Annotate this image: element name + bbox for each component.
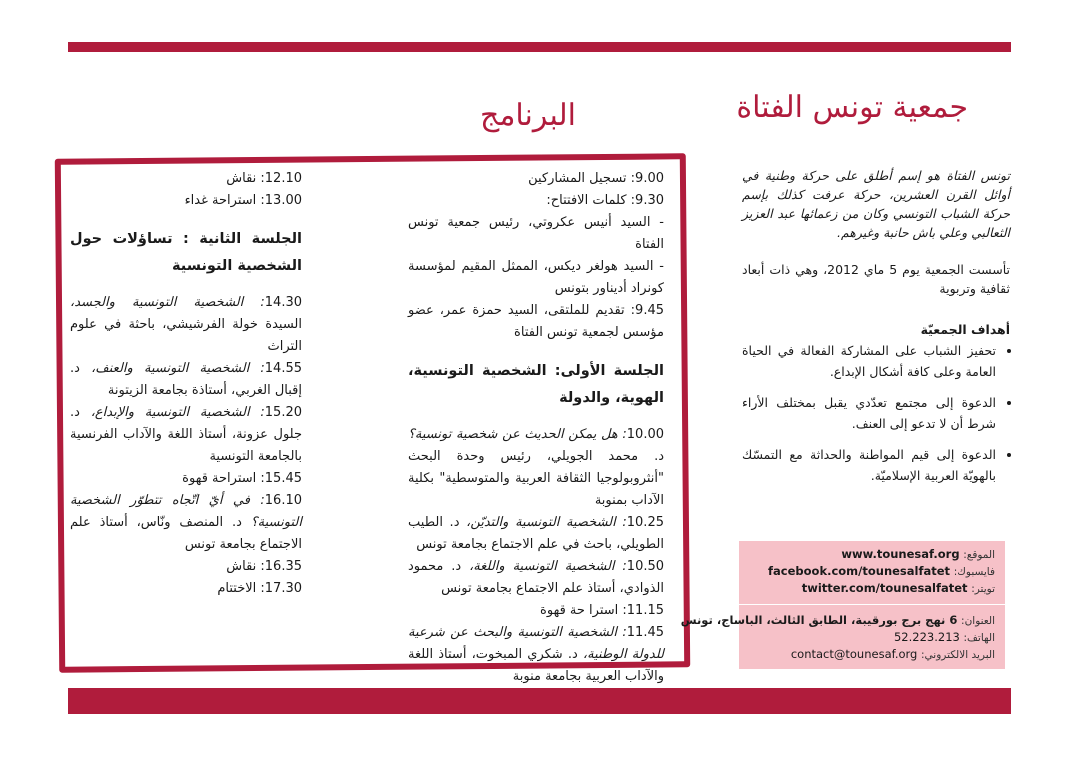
program-item: 17.30: الاختتام bbox=[217, 581, 302, 596]
session-2-heading: الجلسة الثانية : تساؤلات حول الشخصية التونسية bbox=[70, 231, 302, 274]
twitter-link[interactable]: twitter.com/tounesalfatet bbox=[801, 581, 968, 595]
email-link[interactable]: contact@tounesaf.org bbox=[790, 647, 918, 661]
contact-divider bbox=[739, 604, 1005, 605]
program-item: 13.00: استراحة غداء bbox=[184, 193, 302, 208]
program-item: 11.45: الشخصية التونسية والبحث عن شرعية للدولة الوطنية، د. شكري المبخوت، أستاذ اللغة والآداب العربية بجامعة منوبة bbox=[408, 625, 664, 684]
founded-text: تأسست الجمعية يوم 5 ماي 2012، وهي ذات أبعاد ثقافية وتربوية bbox=[742, 262, 1010, 296]
program-item: 14.55: الشخصية التونسية والعنف، د. إقبال الغربي، أستاذة بجامعة الزيتونة bbox=[70, 361, 302, 398]
program-item: 15.45: استراحة قهوة bbox=[182, 471, 302, 486]
speaker-line: - السيد أنيس عكروتي، رئيس جمعية تونس الفتاة bbox=[408, 215, 664, 252]
program-item: 9.00: تسجيل المشاركين bbox=[528, 171, 664, 186]
bottom-bar bbox=[68, 688, 1011, 714]
contact-facebook-row: فايسبوك: facebook.com/tounesalfatet bbox=[768, 564, 995, 578]
site-link[interactable]: www.tounesaf.org bbox=[841, 547, 960, 561]
program-item: 10.25: الشخصية التونسية والتديّن، د. الطيب الطويلي، باحث في علم الاجتماع بجامعة تونس bbox=[408, 515, 664, 552]
program-item: 10.00: هل يمكن الحديث عن شخصية تونسية؟ د. محمد الجويلي، رئيس وحدة البحث "أنثروبولوجيا الثقافة العربية والمتوسطية" بكلية الآداب بمنوبة bbox=[408, 427, 664, 508]
top-bar bbox=[68, 42, 1011, 52]
contact-site-row: الموقع: www.tounesaf.org bbox=[841, 547, 995, 561]
program-item: 14.30: الشخصية التونسية والجسد، السيدة خولة الفرشيشي، باحثة في علوم التراث bbox=[70, 295, 302, 354]
speaker-line: - السيد هولغر ديكس، الممثل المقيم لمؤسسة كونراد أديناور بتونس bbox=[408, 259, 664, 296]
contact-email-row: البريد الالكتروني: contact@tounesaf.org bbox=[790, 647, 995, 661]
contact-address-row: العنوان: 6 نهج برج بورقيبة، الطابق الثالث، الباساج، تونس bbox=[680, 613, 995, 627]
goals-list bbox=[742, 340, 1010, 486]
intro-text: تونس الفتاة هو إسم أطلق على حركة وطنية في أوائل القرن العشرين، حركة عرفت كذلك بإسم حركة الشباب التونسي وكان من زعمائها عبد العزيز الثعالبي وعلي باش حانبة وغيرهم. bbox=[742, 168, 1010, 240]
program-item: 9.45: تقديم للملتقى، السيد حمزة عمر، عضو مؤسس لجمعية تونس الفتاة bbox=[408, 303, 664, 340]
goal-item: • الدعوة إلى مجتمع تعدّدي يقبل بمختلف الأراء شرط أن لا تدعو إلى العنف. bbox=[742, 392, 996, 434]
goal-item: • الدعوة إلى قيم المواطنة والحداثة مع التمسّك بالهويّة العربية الإسلاميّة. bbox=[742, 444, 996, 486]
program-item: 12.10: نقاش bbox=[226, 171, 302, 186]
association-info bbox=[742, 166, 1010, 496]
address-value: 6 نهج برج بورقيبة، الطابق الثالث، الباساج، تونس bbox=[680, 613, 958, 627]
program-column-1 bbox=[408, 168, 664, 688]
program-item: 15.20: الشخصية التونسية والإبداع، د. جلول عزونة، أستاذ اللغة والآداب الفرنسية بالجامعة التونسية bbox=[70, 405, 302, 464]
contact-box bbox=[680, 541, 1005, 669]
session-1-heading: الجلسة الأولى: الشخصية التونسية، الهوية، والدولة bbox=[408, 363, 664, 406]
association-title: جمعية تونس الفتاة bbox=[736, 90, 968, 125]
program-column-2 bbox=[70, 168, 302, 600]
contact-twitter-row: تويتر: twitter.com/tounesalfatet bbox=[801, 581, 995, 595]
program-item: 9.30: كلمات الافتتاح: bbox=[546, 193, 664, 208]
contact-phone-row: الهاتف: 52.223.213 bbox=[893, 630, 995, 644]
program-item: 10.50: الشخصية التونسية واللغة، د. محمود الذوادي، أستاذ علم الاجتماع بجامعة تونس bbox=[408, 559, 665, 596]
program-item: 16.35: نقاش bbox=[226, 559, 302, 574]
program-title: البرنامج bbox=[479, 98, 576, 133]
goals-heading: أهداف الجمعيّة bbox=[920, 322, 1010, 337]
goal-item: • تحفيز الشباب على المشاركة الفعالة في الحياة العامة وعلى كافة أشكال الإبداع. bbox=[742, 340, 996, 382]
phone-value: 52.223.213 bbox=[893, 630, 960, 644]
program-item: 11.15: استرا حة قهوة bbox=[540, 603, 664, 618]
facebook-link[interactable]: facebook.com/tounesalfatet bbox=[768, 564, 951, 578]
program-item: 16.10: في أيّ اتّجاه تتطوّر الشخصية التونسية؟ د. المنصف ونّاس، أستاذ علم الاجتماع بجامعة تونس bbox=[70, 493, 302, 552]
